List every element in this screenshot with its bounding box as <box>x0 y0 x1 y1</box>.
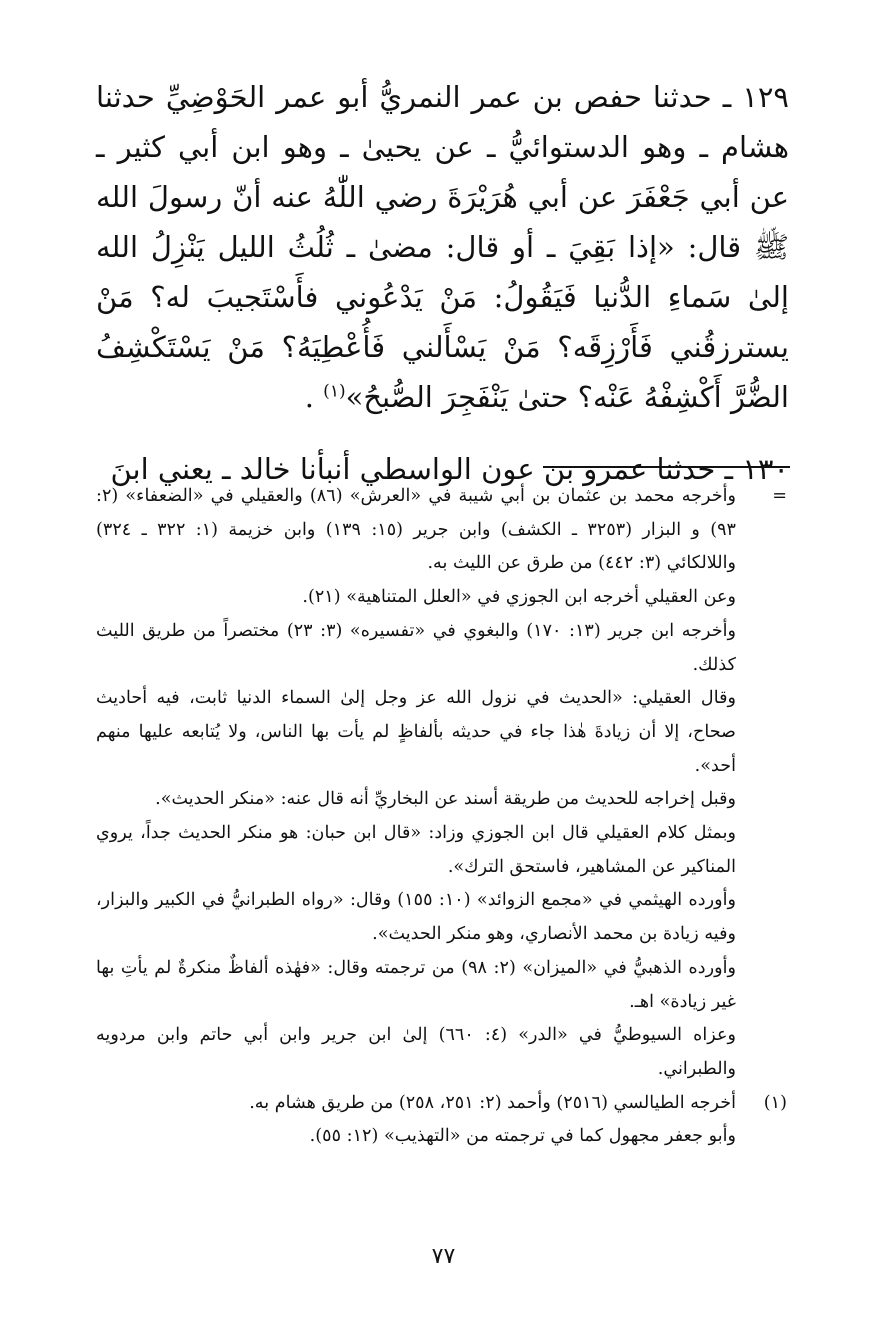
footnote-paragraph: وقبل إخراجه للحديث من طريقة أسند عن البخاريِّ أنه قال عنه: «منكر الحديث». <box>155 789 736 810</box>
footnote-line: وأبو جعفر مجهول كما في ترجمته من «التهذيب» (١٢: ٥٥). <box>309 1126 736 1147</box>
footnote-1 <box>96 1087 791 1154</box>
footnote-separator <box>543 466 790 468</box>
footnote-line: أخرجه الطيالسي (٢٥١٦) وأحمد (٢: ٢٥١، ٢٥٨) من طريق هشام به. <box>249 1092 736 1113</box>
hadith-129 <box>96 72 789 422</box>
footnote-paragraph: وعزاه السيوطيُّ في «الدر» (٤: ٦٦٠) إلىٰ ابن جرير وابن أبي حاتم وابن مردويه والطبراني. <box>96 1025 736 1079</box>
main-text <box>96 72 789 494</box>
footnote-continuation <box>96 480 791 1087</box>
footnotes <box>96 480 791 1154</box>
hadith-129-end: . <box>304 380 324 414</box>
footnote-paragraph: وأخرجه محمد بن عثمان بن أبي شيبة في «العرش» (٨٦) والعقيلي في «الضعفاء» (٢: ٩٣) و البزار (٣٢٥٣ ـ الكشف) وابن جرير (١٥: ١٣٩) وابن خزيمة (١: ٣٢٢ ـ ٣٢٤) واللالكائي (٣: ٤٤٢) من طرق عن الليث به. <box>96 486 737 574</box>
footnote-paragraph: وقال العقيلي: «الحديث في نزول الله عز وجل إلىٰ السماء الدنيا ثابت، فيه أحاديث صحاح، إلا أن زيادةَ هٰذا جاء في حديثه بألفاظٍ لم يأت بها الناس، ولا يُتابعه عليها منهم أحد». <box>96 688 736 776</box>
footnote-paragraph: وأورده الهيثمي في «مجمع الزوائد» (١٠: ١٥٥) وقال: «رواه الطبرانيُّ في الكبير والبزار، وفيه زيادة بن محمد الأنصاري، وهو منكر الحديث». <box>96 890 736 945</box>
page-number: ٧٧ <box>431 1244 456 1269</box>
footnote-paragraph: وأخرجه ابن جرير (١٣: ١٧٠) والبغوي في «تفسيره» (٣: ٢٣) مختصراً من طريق الليث كذلك. <box>96 620 736 675</box>
footnote-1-body <box>96 1087 736 1154</box>
footnote-ref-1[interactable]: (١) <box>323 381 346 402</box>
hadith-130-text: ١٣٠ ـ حدثنا عمرو بن عون الواسطي أنبأنا خالد ـ يعني ابنَ <box>110 452 789 486</box>
continuation-body <box>96 480 736 1087</box>
continuation-mark: = <box>772 486 787 506</box>
footnote-1-mark: (١) <box>763 1092 787 1113</box>
hadith-129-text: ١٢٩ ـ حدثنا حفص بن عمر النمريُّ أبو عمر الحَوْضِيِّ حدثنا هشام ـ وهو الدستوائيُّ ـ عن يحيىٰ ـ وهو ابن أبي كثير ـ عن أبي جَعْفَرَ عن أبي هُرَيْرَةَ رضي اللّٰهُ عنه أنّ رسولَ الله ﷺ قال: «إذا بَقِيَ ـ أو قال: مضىٰ ـ ثُلُثُ الليل يَنْزِلُ الله إلىٰ سَماءِ الدُّنيا فَيَقُولُ: مَنْ يَدْعُوني فأَسْتَجيبَ له؟ مَنْ يسترزقُني فَأَرْزِقَه؟ مَنْ يَسْأَلني فَأُعْطِيَهُ؟ مَنْ يَسْتَكْشِفُ الضُّرَّ أَكْشِفْهُ عَنْه؟ حتىٰ يَنْفَجِرَ الصُّبحُ» <box>96 80 789 414</box>
footnote-paragraph: وعن العقيلي أخرجه ابن الجوزي في «العلل المتناهية» (٢١). <box>302 587 736 608</box>
footnote-paragraph: وأورده الذهبيُّ في «الميزان» (٢: ٩٨) من ترجمته وقال: «فهٰذه ألفاظٌ منكرةٌ لم يأتِ بها غير زيادة» اهـ. <box>96 957 736 1012</box>
footnote-paragraph: وبمثل كلام العقيلي قال ابن الجوزي وزاد: «قال ابن حبان: هو منكر الحديث جداً، يروي المناكير عن المشاهير، فاستحق الترك». <box>96 823 736 877</box>
